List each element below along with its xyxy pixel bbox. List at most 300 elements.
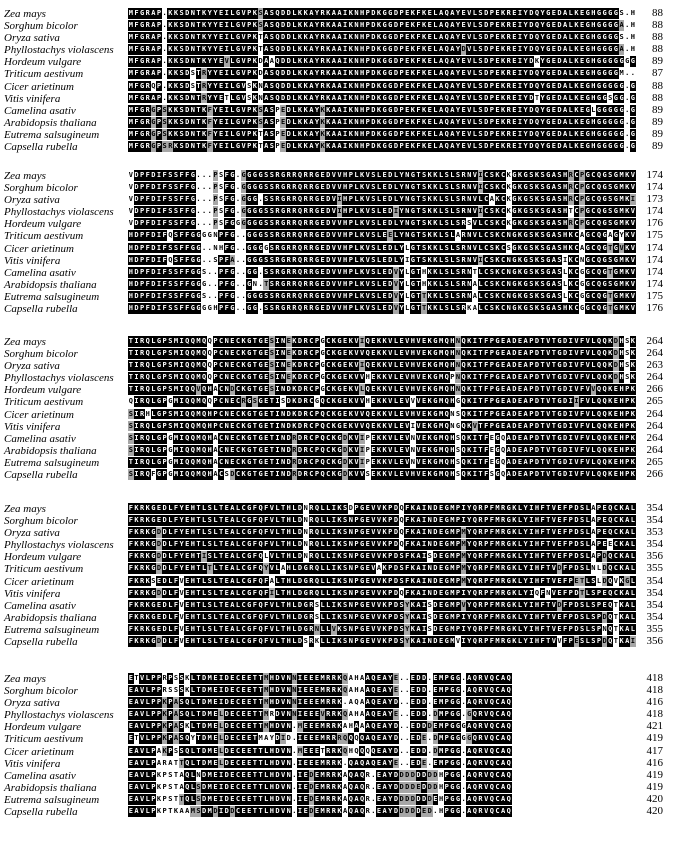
residue-cell: C [309, 433, 314, 442]
residue-cell: E [433, 674, 438, 682]
residue-cell: A [134, 722, 139, 731]
residue-cell: K [168, 33, 173, 42]
species-label: Hordeum vulgare [4, 218, 82, 231]
residue-cell: G [235, 81, 241, 90]
residue-cell: V [354, 373, 359, 382]
residue-cell: T [196, 637, 201, 646]
residue-cell: P [162, 361, 167, 370]
residue-cell: D [326, 195, 331, 204]
residue-cell: L [630, 504, 635, 512]
residue-cell: Q [275, 45, 280, 54]
residue-cell: Y [314, 9, 320, 17]
residue-cell: E [579, 33, 585, 42]
residue-cell: S [162, 105, 167, 114]
residue-cell: M [173, 361, 179, 370]
residue-cell: A [450, 117, 455, 126]
residue-cell: S [540, 207, 545, 216]
residue-cell: E [382, 219, 387, 228]
residue-cell: H [286, 564, 291, 573]
residue-cell: R [139, 349, 145, 358]
residue-cell: E [495, 9, 500, 17]
residue-cell: Q [348, 734, 353, 743]
residue-cell: S [579, 624, 585, 633]
residue-cell: E [500, 385, 506, 394]
residue-cell: R [337, 734, 342, 743]
residue-cell: D [286, 409, 291, 418]
residue-cell: E [382, 279, 387, 288]
residue-cell: F [405, 552, 410, 561]
residue-cell: A [563, 93, 568, 102]
residue-cell: D [326, 183, 331, 192]
residue-cell: R [461, 231, 466, 240]
residue-cell: D [297, 528, 303, 537]
residue-cell: L [585, 576, 590, 585]
residue-cell: A [264, 734, 269, 743]
residue-cell: I [275, 409, 280, 418]
residue-cell: Q [444, 445, 449, 454]
residue-cell: H [359, 33, 365, 42]
residue-cell: G [139, 81, 145, 90]
residue-cell: S [207, 504, 212, 512]
residue-cell: L [376, 243, 382, 252]
residue-cell: S [269, 231, 274, 240]
residue-cell: S [455, 243, 461, 252]
residue-cell: I [472, 361, 477, 370]
residue-cell: D [151, 279, 156, 288]
residue-cell: V [416, 457, 421, 466]
residue-cell: V [269, 540, 274, 549]
residue-cell: R [139, 397, 145, 406]
residue-cell: A [467, 686, 472, 695]
residue-cell: D [134, 291, 139, 300]
residue-cell: E [241, 722, 246, 731]
residue-cell: Q [506, 674, 511, 682]
residue-cell: E [365, 552, 370, 561]
residue-cell: E [376, 746, 382, 755]
residue-cell: L [218, 734, 224, 743]
residue-cell: D [371, 69, 376, 78]
residue-cell: R [478, 516, 483, 525]
residue-cell: Y [399, 243, 404, 252]
residue-cell: E [608, 540, 613, 549]
residue-cell: H [343, 243, 348, 252]
residue-cell: R [309, 219, 314, 228]
residue-cell: G [450, 710, 455, 719]
residue-cell: K [348, 445, 353, 454]
residue-cell: F [252, 612, 258, 621]
residue-cell: A [173, 698, 179, 707]
position-number: 421 [646, 720, 663, 733]
residue-cell: S [444, 231, 449, 240]
residue-cell: A [551, 231, 556, 240]
residue-cell: G [258, 231, 263, 240]
residue-cell: . [399, 710, 404, 719]
residue-cell: V [416, 361, 421, 370]
residue-cell: K [427, 183, 432, 192]
residue-cell: G [523, 304, 528, 313]
residue-cell: F [173, 612, 179, 621]
residue-cell: C [326, 349, 331, 358]
residue-cell: P [388, 552, 393, 561]
residue-cell: G [151, 129, 156, 138]
residue-cell: F [252, 552, 258, 561]
residue-cell: G [579, 279, 585, 288]
residue-cell: E [579, 93, 585, 102]
position-number: 264 [646, 431, 663, 444]
residue-cell: H [619, 349, 624, 358]
residue-cell: P [348, 171, 353, 179]
species-label: Sorghum bicolor [4, 685, 78, 698]
residue-cell: A [354, 722, 359, 731]
residue-cell: G [433, 421, 438, 430]
residue-cell: G [320, 337, 325, 345]
residue-cell: L [168, 600, 173, 609]
residue-cell: R [331, 686, 336, 695]
residue-cell: S [422, 243, 427, 252]
residue-cell: H [410, 409, 415, 418]
residue-cell: K [422, 93, 427, 102]
residue-cell: D [202, 698, 207, 707]
residue-cell: G [382, 69, 387, 78]
residue-cell: G [512, 267, 517, 276]
position-number: 176 [646, 302, 663, 315]
residue-cell: I [297, 674, 303, 682]
residue-cell: Q [472, 637, 477, 646]
residue-cell: S [557, 279, 562, 288]
residue-cell: N [467, 183, 472, 192]
residue-cell: P [156, 9, 162, 17]
residue-cell: G [337, 385, 342, 394]
residue-cell: H [450, 457, 455, 466]
residue-cell: V [613, 576, 619, 585]
residue-cell: . [207, 207, 212, 216]
residue-cell: V [388, 445, 393, 454]
residue-cell: H [563, 219, 568, 228]
residue-cell: P [218, 291, 224, 300]
residue-cell: V [224, 57, 229, 66]
residue-cell: A [382, 686, 387, 695]
residue-cell: H [343, 231, 348, 240]
residue-cell: D [151, 195, 156, 204]
residue-cell: P [213, 349, 218, 358]
residue-cell: P [168, 674, 173, 682]
residue-cell: K [534, 183, 540, 192]
residue-cell: G [247, 637, 252, 646]
residue-cell: D [574, 504, 579, 512]
residue-cell: E [557, 576, 562, 585]
residue-cell: P [596, 637, 602, 646]
residue-cell: D [613, 361, 619, 370]
residue-cell: Q [258, 637, 263, 646]
residue-cell: F [134, 21, 139, 30]
sequence [128, 563, 636, 574]
residue-cell: N [450, 409, 455, 418]
residue-cell: G [444, 516, 449, 525]
residue-cell: F [134, 33, 139, 42]
residue-cell: L [359, 385, 365, 394]
residue-cell: C [574, 183, 579, 192]
residue-cell: V [354, 397, 359, 406]
residue-cell: Q [608, 552, 613, 561]
residue-cell: A [416, 637, 421, 646]
residue-cell: G [596, 81, 602, 90]
residue-cell: E [224, 624, 229, 633]
residue-cell: F [484, 445, 489, 454]
residue-cell: . [625, 93, 630, 102]
residue-cell: T [478, 349, 483, 358]
residue-cell: K [517, 171, 523, 179]
residue-cell: . [405, 674, 410, 682]
residue-cell: D [348, 504, 353, 512]
residue-cell: R [303, 373, 308, 382]
position-number: 88 [652, 19, 663, 32]
residue-cell: I [461, 516, 466, 525]
residue-cell: K [331, 409, 336, 418]
residue-cell: V [365, 304, 370, 313]
residue-cell: G [613, 291, 619, 300]
residue-cell: S [202, 267, 207, 276]
residue-cell: T [269, 457, 274, 466]
residue-cell: T [608, 267, 613, 276]
residue-cell: N [450, 421, 455, 430]
residue-cell: K [359, 267, 365, 276]
residue-cell: G [608, 129, 613, 138]
residue-cell: F [489, 576, 494, 585]
alignment-row [0, 697, 700, 709]
residue-cell: K [326, 33, 331, 42]
residue-cell: R [320, 93, 325, 102]
residue-cell: H [269, 686, 274, 695]
alignment-block-1 [0, 8, 700, 153]
residue-cell: A [438, 57, 444, 66]
residue-cell: C [326, 433, 331, 442]
residue-cell: Y [207, 93, 212, 102]
residue-cell: R [331, 746, 336, 755]
residue-cell: F [579, 385, 585, 394]
residue-cell: A [450, 33, 455, 42]
residue-cell: A [625, 504, 630, 512]
residue-cell: E [314, 698, 320, 707]
residue-cell: K [337, 552, 342, 561]
residue-cell: T [258, 698, 263, 707]
residue-cell: A [173, 734, 179, 743]
residue-cell: Q [596, 409, 602, 418]
residue-cell: P [247, 33, 252, 42]
residue-cell: R [139, 576, 145, 585]
residue-cell: Y [455, 142, 461, 151]
residue-cell: K [331, 445, 336, 454]
residue-cell: E [410, 734, 415, 743]
residue-cell: Q [608, 504, 613, 512]
residue-cell: K [512, 600, 517, 609]
residue-cell: G [546, 45, 551, 54]
residue-cell: L [393, 171, 399, 179]
residue-cell: P [365, 69, 370, 78]
residue-cell: S [173, 255, 179, 264]
residue-cell: E [224, 576, 229, 585]
residue-cell: I [461, 588, 466, 597]
residue-cell: A [264, 129, 269, 138]
residue-cell: A [438, 81, 444, 90]
residue-cell: F [484, 421, 489, 430]
residue-cell: C [309, 361, 314, 370]
residue-cell: Q [489, 698, 494, 707]
residue-cell: S [168, 421, 173, 430]
residue-cell: R [139, 588, 145, 597]
residue-cell: P [625, 445, 630, 454]
residue-cell: K [410, 564, 415, 573]
residue-cell: K [376, 397, 382, 406]
residue-cell: P [388, 624, 393, 633]
residue-cell: G [444, 600, 449, 609]
residue-cell: Q [596, 195, 602, 204]
residue-cell: P [579, 183, 585, 192]
residue-cell: E [422, 433, 427, 442]
residue-cell: G [303, 576, 308, 585]
residue-cell: N [190, 142, 195, 151]
residue-cell: S [478, 117, 483, 126]
residue-cell: D [563, 445, 568, 454]
residue-cell: Q [608, 576, 613, 585]
residue-cell: . [207, 195, 212, 204]
residue-cell: V [337, 183, 342, 192]
residue-cell: C [218, 385, 224, 394]
residue-cell: P [314, 421, 320, 430]
residue-cell: K [348, 470, 353, 479]
residue-cell: K [427, 231, 432, 240]
residue-cell: Q [314, 528, 320, 537]
residue-cell: P [529, 421, 534, 430]
residue-cell: N [348, 624, 353, 633]
residue-cell: S [529, 195, 534, 204]
residue-cell: E [613, 433, 619, 442]
sequence [128, 673, 512, 684]
residue-cell: Q [185, 409, 190, 418]
residue-cell: G [461, 722, 466, 731]
residue-cell: S [529, 267, 534, 276]
residue-cell: H [450, 433, 455, 442]
residue-cell: M [438, 349, 444, 358]
residue-cell: L [376, 207, 382, 216]
residue-cell: H [359, 45, 365, 54]
residue-cell: A [551, 243, 556, 252]
residue-cell: P [213, 207, 218, 216]
residue-cell: K [173, 21, 179, 30]
residue-cell: E [613, 470, 619, 479]
residue-cell: V [393, 304, 399, 313]
alignment-row [0, 81, 700, 93]
sequence [128, 20, 636, 31]
residue-cell: K [608, 349, 613, 358]
residue-cell: A [359, 710, 365, 719]
residue-cell: I [343, 9, 348, 17]
residue-cell: S [269, 243, 274, 252]
residue-cell: V [467, 117, 472, 126]
residue-cell: I [343, 105, 348, 114]
residue-cell: K [241, 433, 246, 442]
residue-cell: T [269, 470, 274, 479]
residue-cell: K [427, 171, 432, 179]
residue-cell: D [534, 373, 540, 382]
residue-cell: Q [128, 397, 133, 406]
residue-cell: G [444, 624, 449, 633]
residue-cell: E [185, 504, 190, 512]
residue-cell: D [433, 564, 438, 573]
residue-cell: E [512, 9, 517, 17]
residue-cell: P [247, 45, 252, 54]
residue-cell: R [275, 219, 280, 228]
residue-cell: V [241, 21, 246, 30]
residue-cell: Y [399, 267, 404, 276]
residue-cell: Q [472, 686, 477, 695]
residue-cell: Q [596, 183, 602, 192]
residue-cell: E [371, 433, 376, 442]
residue-cell: V [365, 207, 370, 216]
residue-cell: F [252, 564, 258, 573]
residue-cell: E [241, 674, 246, 682]
residue-cell: R [478, 540, 483, 549]
residue-cell: T [196, 552, 201, 561]
residue-cell: K [173, 81, 179, 90]
residue-cell: I [422, 637, 427, 646]
residue-cell: V [388, 361, 393, 370]
residue-cell: V [371, 552, 376, 561]
residue-cell: M [196, 349, 201, 358]
residue-cell: C [591, 243, 596, 252]
residue-cell: L [591, 445, 596, 454]
residue-cell: P [168, 746, 173, 755]
residue-cell: T [252, 722, 258, 731]
residue-cell: G [230, 291, 235, 300]
residue-cell: H [207, 409, 212, 418]
residue-cell: D [512, 409, 517, 418]
residue-cell: V [269, 564, 274, 573]
residue-cell: K [320, 142, 325, 151]
residue-cell: R [286, 183, 291, 192]
residue-cell: G [557, 445, 562, 454]
residue-cell: S [269, 21, 274, 30]
residue-cell: P [162, 433, 167, 442]
residue-cell: D [275, 674, 280, 682]
residue-cell: T [416, 207, 421, 216]
residue-cell: E [427, 21, 432, 30]
residue-cell: P [489, 385, 494, 394]
residue-cell: Q [185, 337, 190, 345]
residue-cell: G [139, 69, 145, 78]
residue-cell: E [382, 304, 387, 313]
residue-cell: K [331, 361, 336, 370]
residue-cell: E [218, 93, 224, 102]
residue-cell: E [495, 69, 500, 78]
residue-cell: F [484, 385, 489, 394]
position-number: 354 [646, 610, 663, 623]
residue-cell: S [168, 183, 173, 192]
residue-cell: V [388, 409, 393, 418]
residue-cell: Q [596, 433, 602, 442]
residue-cell: A [173, 722, 179, 731]
residue-cell: E [213, 686, 218, 695]
residue-cell: V [331, 171, 336, 179]
residue-cell: V [619, 243, 624, 252]
residue-cell: S [224, 470, 229, 479]
residue-cell: K [145, 552, 150, 561]
residue-cell: G [388, 129, 393, 138]
residue-cell: I [529, 528, 534, 537]
residue-cell: E [602, 540, 607, 549]
residue-cell: T [128, 349, 133, 358]
residue-cell: G [596, 142, 602, 151]
residue-cell: I [179, 349, 184, 358]
